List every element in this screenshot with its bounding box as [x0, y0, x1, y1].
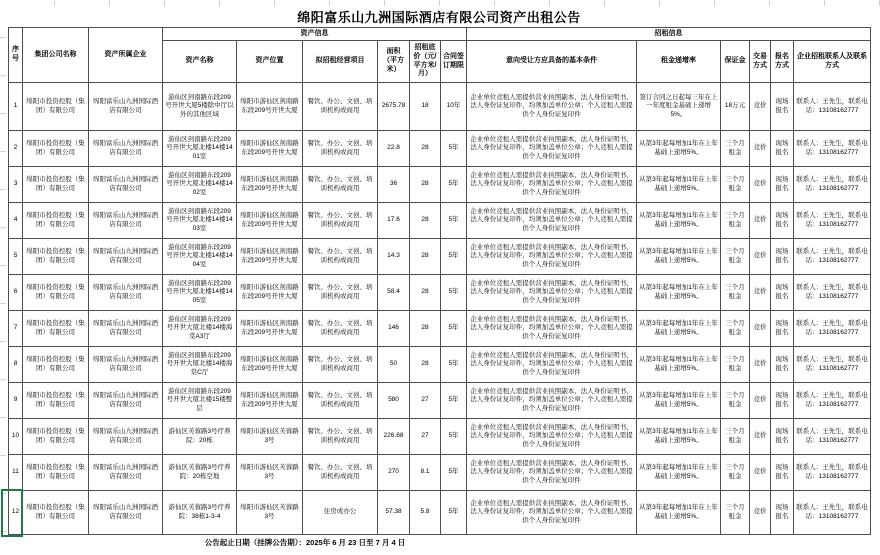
cell-location[interactable]: 绵阳市游仙区剑南路东段209号开世大厦 [237, 83, 303, 131]
cell-signup[interactable]: 现场报名 [771, 347, 794, 383]
cell-increase[interactable]: 从第3年起每增加1年在上年基础上递增5%。 [637, 383, 721, 419]
cell-group[interactable]: 绵阳市投资控股（集团）有限公司 [23, 83, 89, 131]
cell-name[interactable]: 游仙区芙蓉路3号疗养院：20栋空地 [163, 455, 237, 491]
cell-price[interactable]: 28 [410, 239, 441, 275]
header-owner-company[interactable]: 资产所属企业 [89, 28, 163, 83]
cell-conditions[interactable]: 企业单位竞租人需提供营业执照副本、法人身份证明书、法人身份证复印件，均须加盖单位公章；个人竞租人需提供个人身份证复印件 [467, 311, 637, 347]
cell-name[interactable]: 游仙区剑南路东段209号开世大厦北楼14楼1403室 [163, 203, 237, 239]
cell-group[interactable]: 绵阳市投资控股（集团）有限公司 [23, 203, 89, 239]
header-rent-increase[interactable]: 租金递增率 [637, 41, 721, 83]
cell-conditions[interactable]: 企业单位竞租人需提供营业执照副本、法人身份证明书、法人身份证复印件，均须加盖单位公章；个人竞租人需提供个人身份证复印件 [467, 383, 637, 419]
cell-term[interactable]: 5年 [441, 455, 467, 491]
cell-conditions[interactable]: 企业单位竞租人需提供营业执照副本、法人身份证明书、法人身份证复印件，均须加盖单位公章；个人竞租人需提供个人身份证复印件 [467, 239, 637, 275]
cell-area[interactable]: 22.8 [378, 131, 410, 167]
cell-increase[interactable]: 从第3年起每增加1年在上年基础上递增5%。 [637, 347, 721, 383]
cell-signup[interactable]: 现场报名 [771, 383, 794, 419]
cell-increase[interactable]: 从第3年起每增加1年在上年基础上递增5%。 [637, 491, 721, 535]
cell-signup[interactable]: 现场报名 [771, 203, 794, 239]
cell-deposit[interactable]: 三个月租金 [721, 239, 750, 275]
cell-deposit[interactable]: 三个月租金 [721, 311, 750, 347]
cell-increase[interactable]: 从第3年起每增加1年在上年基础上递增5%。 [637, 275, 721, 311]
header-asset-name[interactable]: 资产名称 [163, 41, 237, 83]
cell-name[interactable]: 游仙区芙蓉路3号疗养院：38栋1-3-4 [163, 491, 237, 535]
cell-increase[interactable]: 从第3年起每增加1年在上年基础上递增5%。 [637, 131, 721, 167]
cell-trade[interactable]: 竞价 [750, 383, 771, 419]
cell-seq[interactable]: 10 [9, 419, 23, 455]
cell-conditions[interactable]: 企业单位竞租人需提供营业执照副本、法人身份证明书、法人身份证复印件，均须加盖单位公章；个人竞租人需提供个人身份证复印件 [467, 419, 637, 455]
cell-trade[interactable]: 竞价 [750, 347, 771, 383]
cell-increase[interactable]: 从第3年起每增加1年在上年基础上递增5%。 [637, 203, 721, 239]
cell-seq[interactable]: 5 [9, 239, 23, 275]
cell-area[interactable]: 36 [378, 167, 410, 203]
cell-location[interactable]: 绵阳市游仙区剑南路东段209号开世大厦 [237, 383, 303, 419]
cell-price[interactable]: 28 [410, 167, 441, 203]
cell-business[interactable]: 餐饮、办公、文创、培训机构或商用 [303, 311, 378, 347]
cell-owner[interactable]: 绵阳富乐山九洲国际酒店有限公司 [89, 491, 163, 535]
cell-area[interactable]: 57.38 [378, 491, 410, 535]
cell-group[interactable]: 绵阳市投资控股（集团）有限公司 [23, 419, 89, 455]
cell-area[interactable]: 2675.78 [378, 83, 410, 131]
header-trade-method[interactable]: 交易方式 [750, 41, 771, 83]
cell-location[interactable]: 绵阳市游仙区芙蓉路3号 [237, 419, 303, 455]
header-group-company[interactable]: 集团公司名称 [23, 28, 89, 83]
cell-name[interactable]: 游仙区剑南路东段209号开世大厦北楼14楼海棠C厅 [163, 347, 237, 383]
cell-owner[interactable]: 绵阳富乐山九洲国际酒店有限公司 [89, 347, 163, 383]
cell-trade[interactable]: 竞价 [750, 203, 771, 239]
cell-owner[interactable]: 绵阳富乐山九洲国际酒店有限公司 [89, 239, 163, 275]
cell-deposit[interactable]: 三个月租金 [721, 167, 750, 203]
cell-signup[interactable]: 现场报名 [771, 491, 794, 535]
cell-name[interactable]: 游仙区剑南路东段209号开世大厦北楼14楼1401室 [163, 131, 237, 167]
cell-trade[interactable]: 竞价 [750, 311, 771, 347]
cell-term[interactable]: 5年 [441, 239, 467, 275]
cell-seq[interactable]: 7 [9, 311, 23, 347]
cell-owner[interactable]: 绵阳富乐山九洲国际酒店有限公司 [89, 311, 163, 347]
cell-signup[interactable]: 现场报名 [771, 239, 794, 275]
cell-price[interactable]: 5.8 [410, 491, 441, 535]
header-base-price[interactable]: 招租底价（元/平方米/月） [410, 41, 441, 83]
cell-area[interactable]: 50 [378, 347, 410, 383]
cell-name[interactable]: 游仙区剑南路东段209号开世大厦北楼14楼1404室 [163, 239, 237, 275]
column-gridline-ticks [0, 0, 880, 6]
cell-seq[interactable]: 1 [9, 83, 23, 131]
cell-trade[interactable]: 竞价 [750, 419, 771, 455]
cell-conditions[interactable]: 企业单位竞租人需提供营业执照副本、法人身份证明书、法人身份证复印件，均须加盖单位公章；个人竞租人需提供个人身份证复印件 [467, 347, 637, 383]
cell-deposit[interactable]: 三个月租金 [721, 131, 750, 167]
cell-group[interactable]: 绵阳市投资控股（集团）有限公司 [23, 311, 89, 347]
cell-conditions[interactable]: 企业单位竞租人需提供营业执照副本、法人身份证明书、法人身份证复印件，均须加盖单位公章；个人竞租人需提供个人身份证复印件 [467, 203, 637, 239]
cell-conditions[interactable]: 企业单位竞租人需提供营业执照副本、法人身份证明书、法人身份证复印件，均须加盖单位公章；个人竞租人需提供个人身份证复印件 [467, 167, 637, 203]
cell-name[interactable]: 游仙区剑南路东段209号开世大厦北楼14楼1405室 [163, 275, 237, 311]
table-row [9, 239, 871, 275]
cell-signup[interactable]: 现场报名 [771, 131, 794, 167]
cell-contact[interactable]: 联系人：王先生，联系电话：13108162777 [794, 83, 871, 131]
cell-signup[interactable]: 现场报名 [771, 419, 794, 455]
cell-signup[interactable]: 现场报名 [771, 83, 794, 131]
cell-area[interactable]: 58.4 [378, 275, 410, 311]
table-row [9, 83, 871, 131]
cell-increase[interactable]: 从第3年起每增加1年在上年基础上递增5%。 [637, 311, 721, 347]
cell-seq[interactable]: 2 [9, 131, 23, 167]
cell-price[interactable]: 28 [410, 275, 441, 311]
cell-seq[interactable]: 11 [9, 455, 23, 491]
cell-business[interactable]: 餐饮、办公、文创、培训机构或商用 [303, 203, 378, 239]
cell-increase[interactable]: 从第3年起每增加1年在上年基础上递增5%。 [637, 167, 721, 203]
cell-location[interactable]: 绵阳市游仙区剑南路东段209号开世大厦 [237, 203, 303, 239]
table-row [9, 311, 871, 347]
cell-name[interactable]: 游仙区剑南路东段209号开世大厦北楼15楼整层 [163, 383, 237, 419]
cell-area[interactable]: 270 [378, 455, 410, 491]
cell-name[interactable]: 游仙区芙蓉路3号疗养院：20栋 [163, 419, 237, 455]
cell-business[interactable]: 餐饮、办公、文创、培训机构或商用 [303, 131, 378, 167]
cell-term[interactable]: 5年 [441, 167, 467, 203]
table-row [9, 347, 871, 383]
cell-name[interactable]: 游仙区剑南路东段209号开世大厦北楼14楼1402室 [163, 167, 237, 203]
cell-contact[interactable]: 联系人：王先生，联系电话：13108162777 [794, 347, 871, 383]
header-contact[interactable]: 企业招租联系人及联系方式 [794, 41, 871, 83]
cell-price[interactable]: 8.1 [410, 455, 441, 491]
cell-conditions[interactable]: 企业单位竞租人需提供营业执照副本、法人身份证明书、法人身份证复印件，均须加盖单位公章；个人竞租人需提供个人身份证复印件 [467, 83, 637, 131]
header-contract-term[interactable]: 合同签订期限 [441, 41, 467, 83]
cell-area[interactable]: 17.6 [378, 203, 410, 239]
cell-owner[interactable]: 绵阳富乐山九洲国际酒店有限公司 [89, 419, 163, 455]
cell-contact[interactable]: 联系人：王先生，联系电话：13108162777 [794, 239, 871, 275]
cell-contact[interactable]: 联系人：王先生，联系电话：13108162777 [794, 419, 871, 455]
cell-area[interactable]: 580 [378, 383, 410, 419]
cell-business[interactable]: 餐饮、办公、文创、培训机构或商用 [303, 347, 378, 383]
cell-term[interactable]: 5年 [441, 491, 467, 535]
cell-increase[interactable]: 从第3年起每增加1年在上年基础上递增5%。 [637, 455, 721, 491]
cell-conditions[interactable]: 企业单位竞租人需提供营业执照副本、法人身份证明书、法人身份证复印件，均须加盖单位公章；个人竞租人需提供个人身份证复印件 [467, 275, 637, 311]
cell-area[interactable]: 14.3 [378, 239, 410, 275]
cell-owner[interactable]: 绵阳富乐山九洲国际酒店有限公司 [89, 83, 163, 131]
cell-location[interactable]: 绵阳市游仙区剑南路东段209号开世大厦 [237, 131, 303, 167]
cell-price[interactable]: 28 [410, 347, 441, 383]
cell-area[interactable]: 226.88 [378, 419, 410, 455]
cell-business[interactable]: 餐饮、办公、文创、培训机构或商用 [303, 167, 378, 203]
cell-price[interactable]: 27 [410, 419, 441, 455]
cell-trade[interactable]: 竞价 [750, 491, 771, 535]
cell-term[interactable]: 5年 [441, 203, 467, 239]
cell-contact[interactable]: 联系人：王先生，联系电话：13108162777 [794, 275, 871, 311]
cell-trade[interactable]: 竞价 [750, 239, 771, 275]
header-lessee-conditions[interactable]: 意向受让方应具备的基本条件 [467, 41, 637, 83]
cell-location[interactable]: 绵阳市游仙区芙蓉路3号 [237, 491, 303, 535]
cell-group[interactable]: 绵阳市投资控股（集团）有限公司 [23, 275, 89, 311]
table-row [9, 131, 871, 167]
cell-conditions[interactable]: 企业单位竞租人需提供营业执照副本、法人身份证明书、法人身份证复印件，均须加盖单位公章；个人竞租人需提供个人身份证复印件 [467, 131, 637, 167]
cell-seq[interactable]: 9 [9, 383, 23, 419]
cell-trade[interactable]: 竞价 [750, 131, 771, 167]
cell-seq[interactable]: 8 [9, 347, 23, 383]
cell-term[interactable]: 5年 [441, 311, 467, 347]
cell-location[interactable]: 绵阳市游仙区剑南路东段209号开世大厦 [237, 239, 303, 275]
cell-group[interactable]: 绵阳市投资控股（集团）有限公司 [23, 455, 89, 491]
cell-location[interactable]: 绵阳市游仙区芙蓉路3号 [237, 455, 303, 491]
cell-name[interactable]: 游仙区剑南路东段209号开世大厦北楼14楼海棠A3厅 [163, 311, 237, 347]
cell-deposit[interactable]: 三个月租金 [721, 419, 750, 455]
cell-signup[interactable]: 现场报名 [771, 275, 794, 311]
table-row [9, 203, 871, 239]
row-gridline-ticks [0, 0, 6, 555]
cell-deposit[interactable]: 三个月租金 [721, 203, 750, 239]
cell-increase[interactable]: 从第3年起每增加1年在上年基础上递增5%。 [637, 239, 721, 275]
cell-signup[interactable]: 现场报名 [771, 455, 794, 491]
cell-term[interactable]: 10年 [441, 83, 467, 131]
cell-location[interactable]: 绵阳市游仙区剑南路东段209号开世大厦 [237, 275, 303, 311]
cell-business[interactable]: 餐饮、办公、文创、培训机构或商用 [303, 239, 378, 275]
cell-increase[interactable]: 从第3年起每增加1年在上年基础上递增5%。 [637, 419, 721, 455]
announcement-period-note: 公告起止日期（挂牌公告期）：2025年 6 月 23 日至 7 月 4 日 [204, 538, 406, 547]
header-signup-method[interactable]: 报名方式 [771, 41, 794, 83]
page-title: 绵阳富乐山九洲国际酒店有限公司资产出租公告 [297, 10, 581, 25]
cell-signup[interactable]: 现场报名 [771, 167, 794, 203]
cell-deposit[interactable]: 三个月租金 [721, 383, 750, 419]
cell-location[interactable]: 绵阳市游仙区剑南路东段209号开世大厦 [237, 311, 303, 347]
cell-owner[interactable]: 绵阳富乐山九洲国际酒店有限公司 [89, 203, 163, 239]
cell-contact[interactable]: 联系人：王先生，联系电话：13108162777 [794, 203, 871, 239]
header-asset-info-group[interactable]: 资产信息 [163, 28, 467, 41]
cell-deposit[interactable]: 三个月租金 [721, 455, 750, 491]
cell-group[interactable]: 绵阳市投资控股（集团）有限公司 [23, 383, 89, 419]
cell-seq[interactable]: 3 [9, 167, 23, 203]
cell-deposit[interactable]: 三个月租金 [721, 491, 750, 535]
cell-price[interactable]: 28 [410, 203, 441, 239]
cell-contact[interactable]: 联系人：王先生，联系电话：13108162777 [794, 131, 871, 167]
cell-business[interactable]: 餐饮、办公、文创、培训机构或商用 [303, 455, 378, 491]
cell-contact[interactable]: 联系人：王先生，联系电话：13108162777 [794, 455, 871, 491]
cell-price[interactable]: 27 [410, 383, 441, 419]
cell-area[interactable]: 146 [378, 311, 410, 347]
cell-trade[interactable]: 竞价 [750, 83, 771, 131]
cell-business[interactable]: 餐饮、办公、文创、培训机构或商用 [303, 419, 378, 455]
cell-signup[interactable]: 现场报名 [771, 311, 794, 347]
cell-business[interactable]: 住房或办公 [303, 491, 378, 535]
header-seq[interactable]: 序号 [9, 28, 23, 83]
table-row [9, 419, 871, 455]
cell-deposit[interactable]: 三个月租金 [721, 347, 750, 383]
cell-group[interactable]: 绵阳市投资控股（集团）有限公司 [23, 347, 89, 383]
cell-group[interactable]: 绵阳市投资控股（集团）有限公司 [23, 239, 89, 275]
cell-contact[interactable]: 联系人：王先生，联系电话：13108162777 [794, 167, 871, 203]
cell-term[interactable]: 5年 [441, 383, 467, 419]
cell-name[interactable]: 游仙区剑南路东段209号开世大厦5楼除中厅以外的其他区域 [163, 83, 237, 131]
cell-group[interactable]: 绵阳市投资控股（集团）有限公司 [23, 167, 89, 203]
cell-term[interactable]: 5年 [441, 131, 467, 167]
header-deposit[interactable]: 保证金 [721, 41, 750, 83]
table-row [9, 275, 871, 311]
table-row [9, 167, 871, 203]
header-rent-info-group[interactable]: 招租信息 [467, 28, 871, 41]
cell-trade[interactable]: 竞价 [750, 455, 771, 491]
cell-term[interactable]: 5年 [441, 419, 467, 455]
cell-term[interactable]: 5年 [441, 275, 467, 311]
cell-contact[interactable]: 联系人：王先生，联系电话：13108162777 [794, 311, 871, 347]
table-row [9, 491, 871, 535]
cell-increase[interactable]: 签订合同之日起每三年在上一年度租金基础上递增5%。 [637, 83, 721, 131]
table-row [9, 383, 871, 419]
cell-price[interactable]: 18 [410, 83, 441, 131]
cell-seq[interactable]: 6 [9, 275, 23, 311]
cell-deposit[interactable]: 三个月租金 [721, 275, 750, 311]
cell-group[interactable]: 绵阳市投资控股（集团）有限公司 [23, 131, 89, 167]
cell-contact[interactable]: 联系人：王先生，联系电话：13108162777 [794, 383, 871, 419]
cell-deposit[interactable]: 18万元 [721, 83, 750, 131]
cell-business[interactable]: 餐饮、办公、文创、培训机构或商用 [303, 275, 378, 311]
cell-owner[interactable]: 绵阳富乐山九洲国际酒店有限公司 [89, 131, 163, 167]
cell-business[interactable]: 餐饮、办公、文创、培训机构或商用 [303, 383, 378, 419]
cell-business[interactable]: 餐饮、办公、文创、培训机构或商用 [303, 83, 378, 131]
header-asset-location[interactable]: 资产位置 [237, 41, 303, 83]
cell-conditions[interactable]: 企业单位竞租人需提供营业执照副本、法人身份证明书、法人身份证复印件，均须加盖单位公章；个人竞租人需提供个人身份证复印件 [467, 491, 637, 535]
cell-price[interactable]: 28 [410, 311, 441, 347]
cell-conditions[interactable]: 企业单位竞租人需提供营业执照副本、法人身份证明书、法人身份证复印件，均须加盖单位公章；个人竞租人需提供个人身份证复印件 [467, 455, 637, 491]
cell-seq[interactable]: 4 [9, 203, 23, 239]
cell-location[interactable]: 绵阳市游仙区剑南路东段209号开世大厦 [237, 167, 303, 203]
cell-owner[interactable]: 绵阳富乐山九洲国际酒店有限公司 [89, 383, 163, 419]
header-planned-business[interactable]: 拟招租经营项目 [303, 41, 378, 83]
cell-owner[interactable]: 绵阳富乐山九洲国际酒店有限公司 [89, 275, 163, 311]
cell-owner[interactable]: 绵阳富乐山九洲国际酒店有限公司 [89, 455, 163, 491]
cell-trade[interactable]: 竞价 [750, 167, 771, 203]
cell-contact[interactable]: 联系人：王先生，联系电话：13108162777 [794, 491, 871, 535]
cell-location[interactable]: 绵阳市游仙区剑南路东段209号开世大厦 [237, 347, 303, 383]
table-row [9, 455, 871, 491]
cell-seq[interactable]: 12 [9, 491, 23, 535]
cell-group[interactable]: 绵阳市投资控股（集团）有限公司 [23, 491, 89, 535]
cell-owner[interactable]: 绵阳富乐山九洲国际酒店有限公司 [89, 167, 163, 203]
cell-price[interactable]: 28 [410, 131, 441, 167]
header-area[interactable]: 面积（平方米） [378, 41, 410, 83]
rental-announcement-table [8, 27, 871, 535]
cell-term[interactable]: 5年 [441, 347, 467, 383]
cell-trade[interactable]: 竞价 [750, 275, 771, 311]
